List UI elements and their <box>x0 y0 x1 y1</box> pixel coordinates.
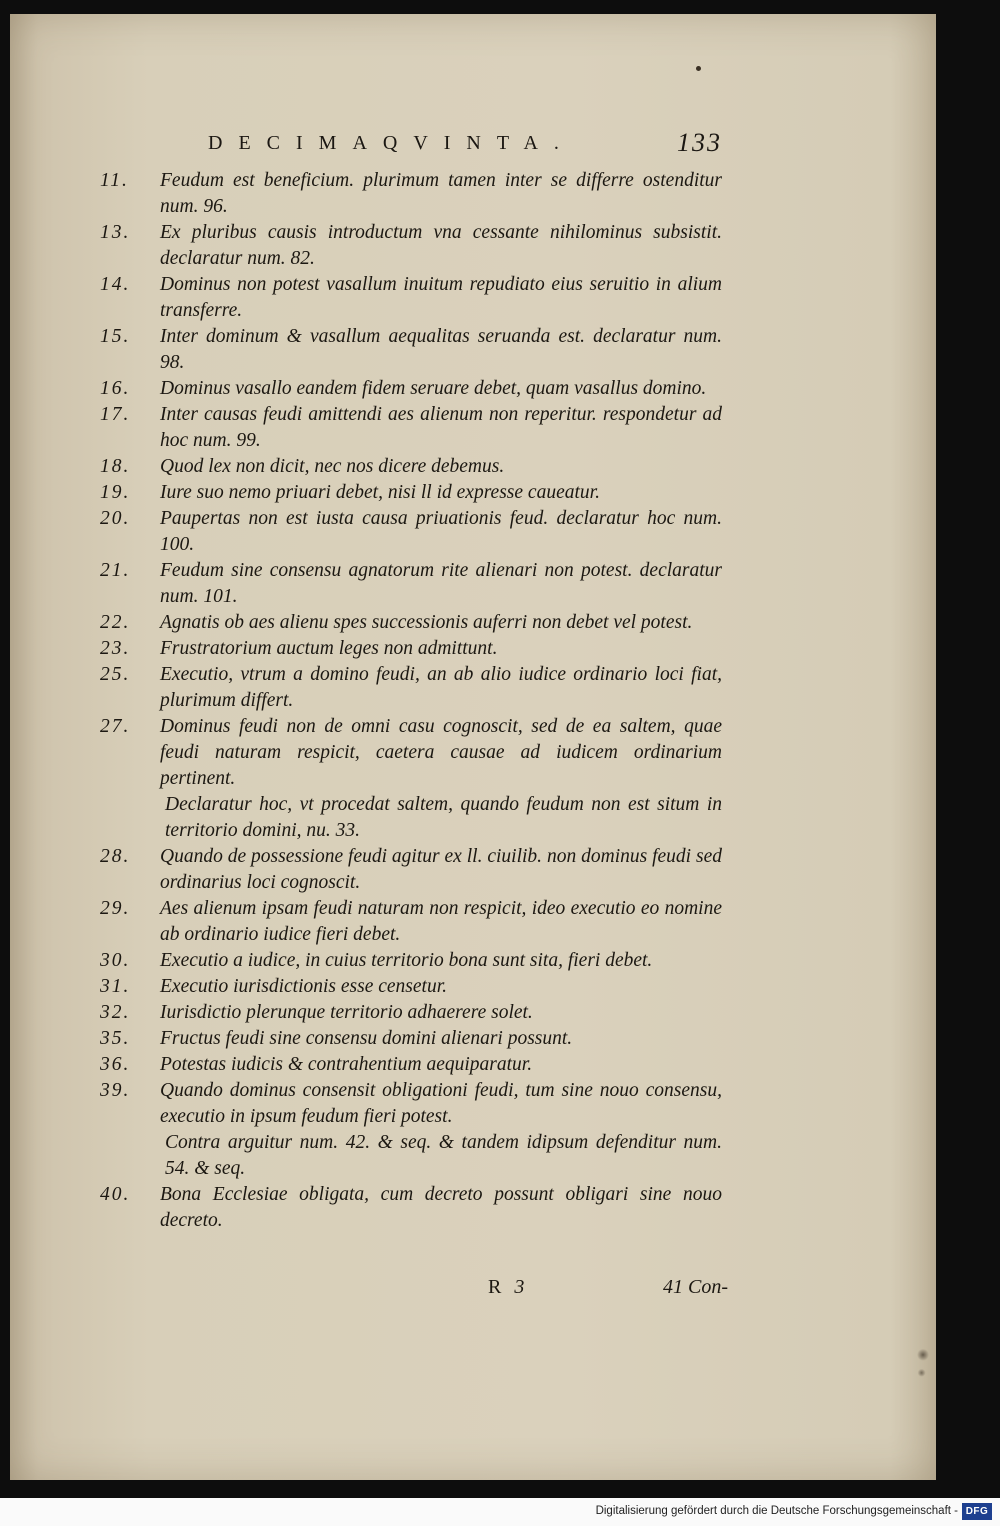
list-item <box>100 610 722 636</box>
page-footer <box>488 1276 728 1306</box>
entry-text: Paupertas non est iusta causa priuationis feud. declaratur hoc num. 100. <box>160 508 722 555</box>
list-item-continuation <box>100 792 722 844</box>
entry-text: Frustratorium auctum leges non admittunt. <box>160 638 498 659</box>
entry-text: Executio iurisdictionis esse censetur. <box>160 976 448 997</box>
entry-number: 27. <box>100 716 131 737</box>
list-item <box>100 1026 722 1052</box>
entry-text: Declaratur hoc, vt procedat saltem, quando feudum non est situm in territorio domini, nu. 33. <box>165 794 722 841</box>
entry-text: Fructus feudi sine consensu domini alienari possunt. <box>160 1028 573 1049</box>
signature-mark <box>488 1276 528 1299</box>
ink-speck <box>696 66 701 71</box>
list-item <box>100 272 722 324</box>
list-item <box>100 558 722 610</box>
list-item <box>100 1052 722 1078</box>
entry-text: Contra arguitur num. 42. & seq. & tandem idipsum defenditur num. 54. & seq. <box>165 1132 722 1179</box>
entry-text: Quando de possessione feudi agitur ex ll. ciuilib. non dominus feudi sed ordinarius loci cognoscit. <box>160 846 722 893</box>
entry-number: 11. <box>100 170 129 191</box>
list-item <box>100 636 722 662</box>
list-item <box>100 1078 722 1130</box>
list-item <box>100 220 722 272</box>
signature-letter: R <box>488 1276 506 1298</box>
entry-number: 20. <box>100 508 131 529</box>
entry-text: Quando dominus consensit obligationi feudi, tum sine nouo consensu, executio in ipsum feudum fieri potest. <box>160 1080 722 1127</box>
catchword: 41 Con- <box>663 1276 728 1298</box>
funding-credit: Digitalisierung gefördert durch die Deutsche Forschungsgemeinschaft - <box>595 1505 958 1517</box>
entry-text: Executio, vtrum a domino feudi, an ab alio iudice ordinario loci fiat, plurimum differt. <box>160 664 722 711</box>
page-number: 133 <box>677 128 722 157</box>
page-blemish <box>916 1344 930 1380</box>
entry-number: 25. <box>100 664 131 685</box>
dfg-logo-icon: DFG <box>962 1503 992 1520</box>
entry-number: 18. <box>100 456 131 477</box>
list-item <box>100 948 722 974</box>
list-item <box>100 662 722 714</box>
entry-number: 31. <box>100 976 131 997</box>
entry-text: Executio a iudice, in cuius territorio bona sunt sita, fieri debet. <box>160 950 653 971</box>
list-item <box>100 376 722 402</box>
entry-text: Dominus non potest vasallum inuitum repudiato eius seruitio in alium transferre. <box>160 274 722 321</box>
list-item-continuation <box>100 1130 722 1182</box>
entry-text: Feudum est beneficium. plurimum tamen inter se differre ostenditur num. 96. <box>160 170 722 217</box>
entry-number: 13. <box>100 222 131 243</box>
entry-number: 19. <box>100 482 131 503</box>
entry-number: 14. <box>100 274 131 295</box>
running-head: DECIMAQVINTA. <box>208 132 575 154</box>
entry-number: 28. <box>100 846 131 867</box>
entry-number: 17. <box>100 404 131 425</box>
entry-text: Iurisdictio plerunque territorio adhaerere solet. <box>160 1002 533 1023</box>
entry-number: 36. <box>100 1054 131 1075</box>
list-item <box>100 454 722 480</box>
entry-number: 35. <box>100 1028 131 1049</box>
list-item <box>100 844 722 896</box>
entry-number: 32. <box>100 1002 131 1023</box>
entry-number: 23. <box>100 638 131 659</box>
list-item <box>100 714 722 792</box>
list-item <box>100 974 722 1000</box>
entry-text: Iure suo nemo priuari debet, nisi ll id expresse caueatur. <box>160 482 600 503</box>
entry-text: Potestas iudicis & contrahentium aequiparatur. <box>160 1054 533 1075</box>
entry-number: 30. <box>100 950 131 971</box>
list-item <box>100 402 722 454</box>
entry-number: 40. <box>100 1184 131 1205</box>
list-item <box>100 1000 722 1026</box>
list-item <box>100 480 722 506</box>
entry-number: 39. <box>100 1080 131 1101</box>
entry-number: 21. <box>100 560 131 581</box>
entry-text: Ex pluribus causis introductum vna cessante nihilominus subsistit. declaratur num. 82. <box>160 222 722 269</box>
entry-number: 22. <box>100 612 131 633</box>
entry-text: Aes alienum ipsam feudi naturam non respicit, ideo executio eo nomine ab ordinario iudice fieri debet. <box>160 898 722 945</box>
entry-number: 15. <box>100 326 131 347</box>
page-header <box>208 128 728 168</box>
index-entries <box>100 168 722 1234</box>
credit-bar <box>0 1498 1000 1526</box>
signature-number: 3 <box>514 1276 529 1298</box>
entry-number: 16. <box>100 378 131 399</box>
list-item <box>100 168 722 220</box>
list-item <box>100 506 722 558</box>
entry-text: Inter dominum & vasallum aequalitas seruanda est. declaratur num. 98. <box>160 326 722 373</box>
entry-text: Agnatis ob aes alienu spes successionis auferri non debet vel potest. <box>160 612 693 633</box>
entry-text: Inter causas feudi amittendi aes alienum non reperitur. respondetur ad hoc num. 99. <box>160 404 722 451</box>
entry-number: 29. <box>100 898 131 919</box>
entry-text: Dominus vasallo eandem fidem seruare debet, quam vasallus domino. <box>160 378 707 399</box>
entry-text: Quod lex non dicit, nec nos dicere debemus. <box>160 456 505 477</box>
list-item <box>100 324 722 376</box>
list-item <box>100 1182 722 1234</box>
entry-text: Dominus feudi non de omni casu cognoscit, sed de ea saltem, quae feudi naturam respicit, caetera causae ad iudicem ordinarium pertinent. <box>160 716 722 789</box>
list-item <box>100 896 722 948</box>
entry-text: Bona Ecclesiae obligata, cum decreto possunt obligari sine nouo decreto. <box>160 1184 722 1231</box>
entry-text: Feudum sine consensu agnatorum rite alienari non potest. declaratur num. 101. <box>160 560 722 607</box>
